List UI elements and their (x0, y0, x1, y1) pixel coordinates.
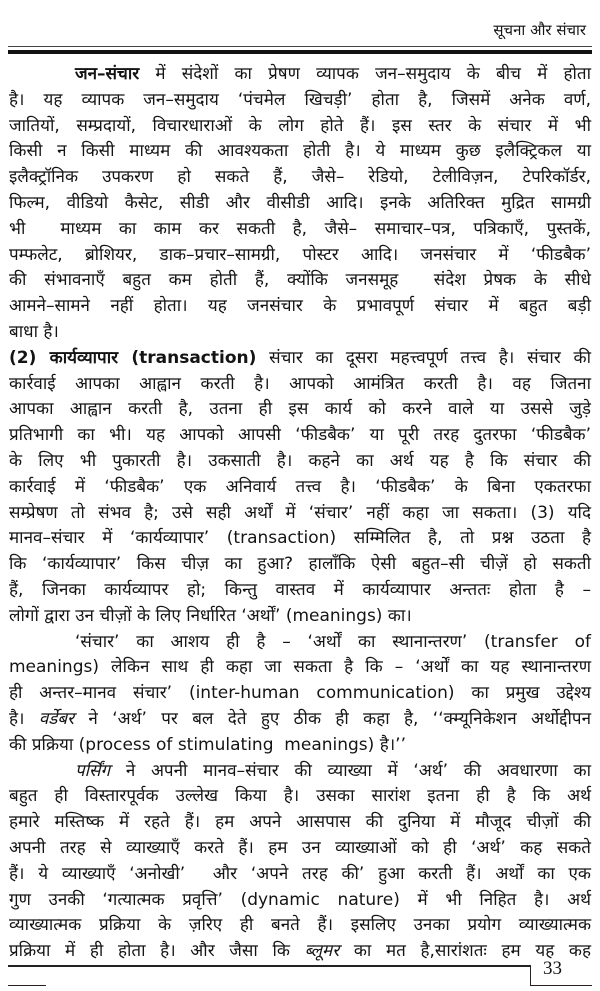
text-line (9, 397, 591, 423)
text-segment: हैं। ये व्याख्याएँ ‘अनोखी’ और ‘अपने तरह की’ हुआ करती हैं। अर्थों का एक (9, 863, 591, 884)
text-line (9, 268, 591, 294)
italic-text: ब्लूमर (304, 941, 340, 962)
text-line (9, 294, 591, 320)
text-segment: है। (9, 708, 39, 729)
text-line (9, 346, 591, 372)
text-line (9, 913, 591, 939)
text-segment: मानव–संचार में ‘कार्यव्यापार’ (transaction) सम्मिलित है, तो प्रश्न उठता है (9, 528, 591, 549)
text-line (9, 784, 591, 810)
text-segment: सम्प्रेषण तो संभव है; उसे सही अर्थों में ‘संचार’ नहीं कहा जा सकता। (3) यदि (9, 502, 591, 523)
text-line (9, 836, 591, 862)
text-segment: जातियों, सम्प्रदायों, विचारधाराओं के लोग होते हैं। इस स्तर के संचार में भी (9, 115, 591, 136)
text-line (9, 604, 591, 630)
text-segment: ही अन्तर–मानव संचार’ (inter-human communication) का प्रमुख उद्देश्य (9, 683, 591, 704)
text-segment: की प्रक्रिया (process of stimulating meanings) है।’’ (9, 734, 406, 755)
text-segment: बाधा है। (9, 321, 59, 342)
text-segment: हैं, जिनका कार्यव्यापर हो; किन्तु वास्तव में कार्यव्यापार अन्ततः होता है – (9, 579, 591, 600)
footer-page-underline (530, 985, 592, 986)
text-line (9, 707, 591, 733)
text-segment: कार्रवाई में ‘फीडबैक’ एक अनिवार्य तत्त्व है। ‘फीडबैक’ के बिना एकतरफा (9, 476, 591, 497)
text-segment: बहुत ही विस्तारपूर्वक उल्लेख किया है। उसका सारांश इतना ही है कि अर्थ (9, 786, 591, 807)
text-segment: है। यह व्यापक जन–समुदाय ‘पंचमेल खिचड़ी’ होता है, जिसमें अनेक वर्ण, (9, 89, 591, 110)
text-line (9, 449, 591, 475)
text-segment: संचार का दूसरा महत्त्वपूर्ण तत्त्व है। संचार की (256, 347, 592, 368)
text-line (9, 423, 591, 449)
bold-text: जन–संचार (75, 64, 140, 84)
header-rule-thick (8, 50, 592, 54)
running-header-title: सूचना और संचार (493, 21, 586, 39)
text-line (9, 88, 591, 114)
text-line (9, 759, 591, 785)
italic-text: वर्डेबर (38, 708, 75, 729)
text-line (9, 655, 591, 681)
text-line (9, 165, 591, 191)
text-segment: meanings) लेकिन साथ ही कहा जा सकता है कि – ‘अर्थों का यह स्थानान्तरण (9, 657, 591, 678)
text-line (9, 191, 591, 217)
text-segment: ने अपनी मानव–संचार की व्याख्या में ‘अर्थ’ की अवधारणा का (110, 760, 591, 781)
text-line (9, 888, 591, 914)
text-segment: की संभावनाएँ बहुत कम होती हैं, क्योंकि जनसमूह संदेश प्रेषक के सीधे (9, 270, 591, 291)
bold-text: (2) कार्यव्यापार (transaction) (9, 347, 257, 368)
header-rule-thin (8, 46, 592, 47)
text-segment: अपनी तरह से व्याख्याएँ करते हैं। हम उन व्याख्याओं को ही ‘अर्थ’ कह सकते (9, 837, 591, 858)
text-line (9, 810, 591, 836)
text-line (9, 526, 591, 552)
text-segment: के लिए भी पुकारती है। उकसाती है। कहने का अर्थ यह है कि संचार की (9, 450, 591, 471)
page-body-text (9, 62, 591, 965)
text-segment: फिल्म, वीडियो कैसेट, सीडी और वीसीडी आदि। इनके अतिरिक्त मुद्रित सामग्री (9, 192, 591, 213)
text-line (9, 62, 591, 88)
footer-rule (8, 965, 531, 967)
text-line (9, 681, 591, 707)
text-line (9, 862, 591, 888)
page-number: 33 (543, 958, 562, 979)
text-line (9, 630, 591, 656)
text-segment: व्याख्यात्मक प्रक्रिया के ज़रिए ही बनते हैं। इसलिए उनका प्रयोग व्याख्यात्मक (9, 915, 591, 936)
footer-left-rule (8, 985, 46, 986)
text-segment: लोगों द्वारा उन चीज़ों के लिए निर्धारित ‘अर्थों’ (meanings) का। (9, 605, 412, 626)
text-line (9, 475, 591, 501)
italic-text: पर्सिंग (75, 760, 111, 781)
text-segment: कि ‘कार्यव्यापार’ किस चीज़ का हुआ? हालाँकि ऐसी बहुत–सी चीज़ें हो सकती (9, 554, 591, 575)
text-line (9, 501, 591, 527)
text-segment: पम्फलेट, ब्रोशियर, डाक–प्रचार–सामग्री, पोस्टर आदि। जनसंचार में ‘फीडबैक’ (9, 244, 591, 265)
text-line (9, 114, 591, 140)
text-segment: भी माध्यम का काम कर सकती है, जैसे– समाचार–पत्र, पत्रिकाएँ, पुस्तकें, (9, 218, 591, 239)
text-segment: का मत है,सारांशतः हम यह कह (339, 941, 591, 962)
text-segment: आपका आह्वान करती है, उतना ही इस कार्य को करने वाले या उससे जुड़े (9, 399, 591, 420)
text-segment: किसी न किसी माध्यम की आवश्यकता होती है। ये माध्यम कुछ इलैक्ट्रिकल या (9, 141, 591, 162)
text-line (9, 372, 591, 398)
text-line (9, 243, 591, 269)
text-segment: गुण उनकी ‘गत्यात्मक प्रवृत्ति’ (dynamic nature) में भी निहित है। अर्थ (9, 889, 591, 910)
text-line (9, 733, 591, 759)
text-segment: इलैक्ट्रॉनिक उपकरण हो सकते हैं, जैसे– रेडियो, टेलीविज़न, टेपरिकॉर्डर, (9, 167, 591, 188)
text-line (9, 552, 591, 578)
text-line (9, 139, 591, 165)
text-line (9, 939, 591, 965)
text-line (9, 578, 591, 604)
text-segment: प्रक्रिया में ही होता है। और जैसा कि (9, 941, 305, 962)
text-segment: प्रतिभागी का भी। यह आपको आपसी ‘फीडबैक’ या पूरी तरह दुतरफा ‘फीडबैक’ (9, 425, 591, 446)
text-line (9, 217, 591, 243)
text-line (9, 320, 591, 346)
text-segment: कार्रवाई आपका आह्वान करती है। आपको आमंत्रित करती है। वह जितना (9, 373, 591, 394)
text-segment: ‘संचार’ का आशय ही है – ‘अर्थों का स्थानान्तरण’ (transfer of (75, 631, 591, 652)
text-segment: हमारे मस्तिष्क में रहते हैं। हम अपने आसपास की दुनिया में मौजूद चीज़ों की (9, 812, 591, 833)
text-segment: में संदेशों का प्रेषण व्यापक जन–समुदाय के बीच में होता (139, 64, 591, 84)
footer-rule-tick (530, 965, 531, 986)
text-segment: आमने–सामने नहीं होता। यह जनसंचार के प्रभावपूर्ण संचार में बहुत बड़ी (9, 296, 591, 317)
text-segment: ने ‘अर्थ’ पर बल देते हुए ठीक ही कहा है, ‘‘क्म्यूनिकेशन अर्थोद्दीपन (74, 708, 592, 729)
